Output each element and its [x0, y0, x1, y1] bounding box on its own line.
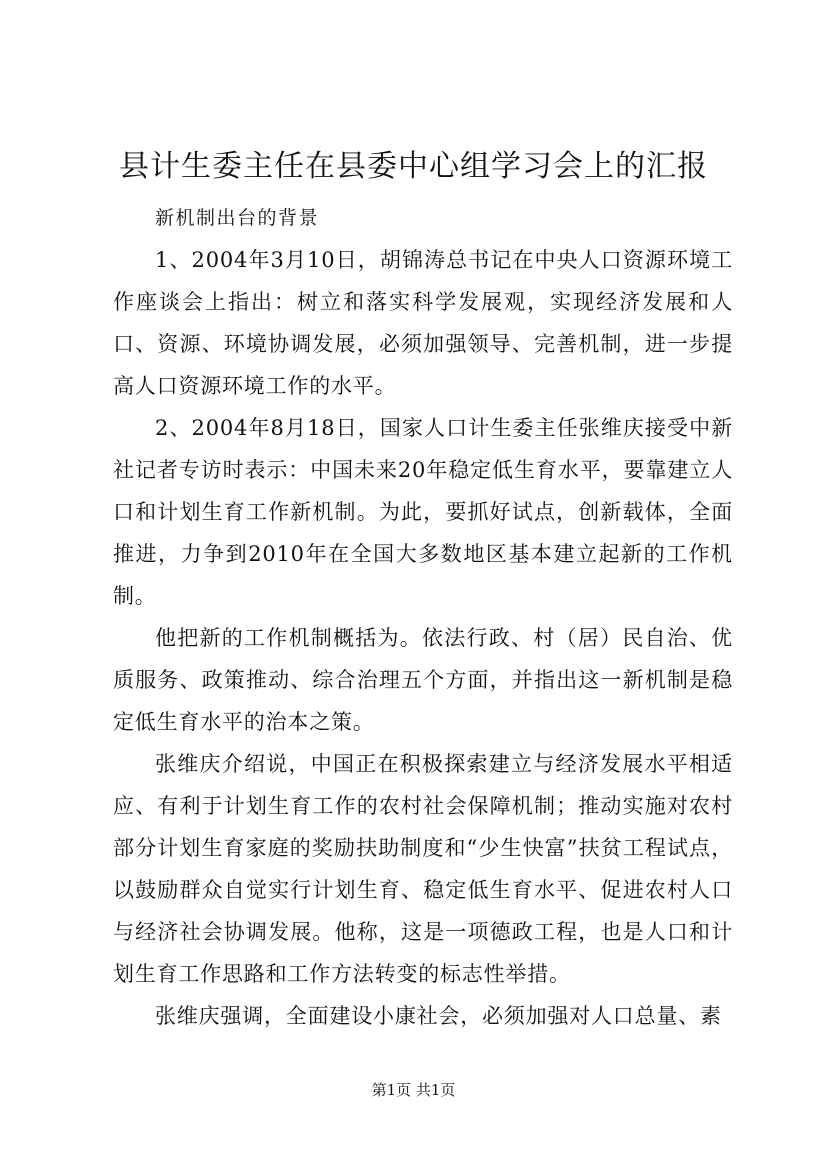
- paragraph: 张维庆强调，全面建设小康社会，必须加强对人口总量、素: [155, 1004, 722, 1028]
- section-heading: 新机制出台的背景: [155, 207, 320, 229]
- paragraph: 他把新的工作机制概括为。依法行政、村（居）民自治、优质服务、政策推动、综合治理五个方面，并指出这一新机制是稳定低生育水平的治本之策。: [113, 626, 733, 734]
- document-title: 县计生委主任在县委中心组学习会上的汇报: [119, 149, 708, 184]
- page-footer: 第1页 共1页: [371, 1081, 456, 1099]
- paragraph: 张维庆介绍说，中国正在积极探索建立与经济发展水平相适应、有利于计划生育工作的农村社会保障机制；推动实施对农村部分计划生育家庭的奖励扶助制度和“少生快富”扶贫工程试点，以鼓励群众自觉实行计划生育、稳定低生育水平、促进农村人口与经济社会协调发展。他称，这是一项德政工程，也是人口和计划生育工作思路和工作方法转变的标志性举措。: [113, 752, 733, 986]
- document-body: [113, 197, 733, 1037]
- paragraph: 2、2004年8月18日，国家人口计生委主任张维庆接受中新社记者专访时表示：中国未来20年稳定低生育水平，要靠建立人口和计划生育工作新机制。为此，要抓好试点，创新载体，全面推进，力争到2010年在全国大多数地区基本建立起新的工作机制。: [113, 416, 733, 608]
- paragraph: 1、2004年3月10日，胡锦涛总书记在中央人口资源环境工作座谈会上指出：树立和落实科学发展观，实现经济发展和人口、资源、环境协调发展，必须加强领导、完善机制，进一步提高人口资源环境工作的水平。: [113, 248, 733, 398]
